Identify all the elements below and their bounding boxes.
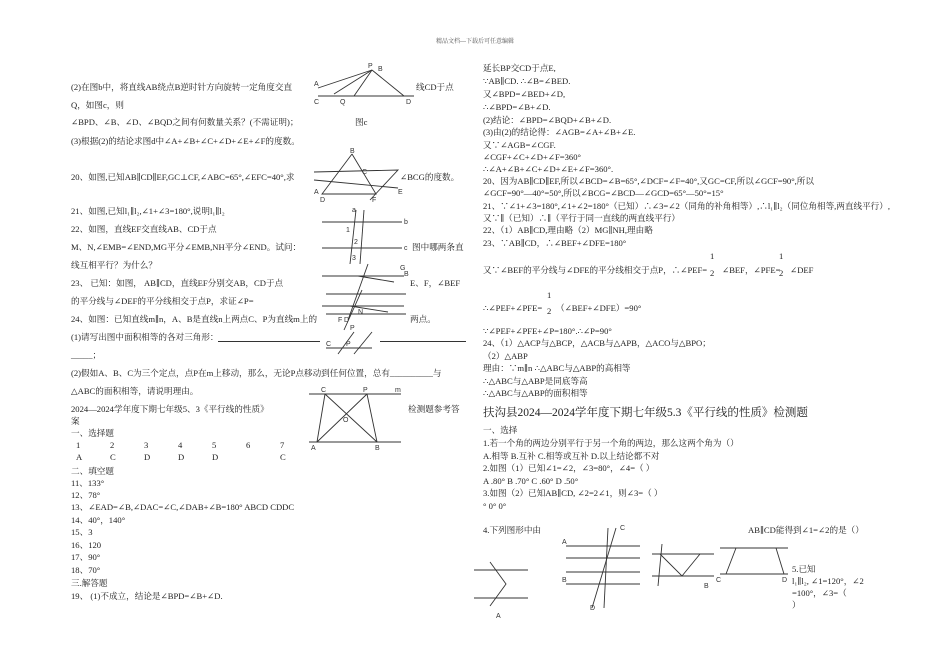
text-line: 21、如图,已知l₁∥l₂,∠1+∠3=180°,说明l₁∥l₂ — [71, 206, 225, 216]
text-line: 图中哪两条直 — [412, 242, 464, 252]
answer-number: 5 — [212, 440, 217, 450]
fig-label: A — [314, 189, 319, 196]
answer-line: 12、78° — [71, 490, 101, 500]
text-line: M、N,∠EMB=∠END,MG平分∠EMB,NH平分∠END。试问： — [71, 242, 302, 252]
fig-label: C — [716, 577, 722, 584]
question-1-options: A.相等 B.互补 C.相等或互补 D.以上结论都不对 — [483, 451, 660, 461]
text-line: _____； — [71, 350, 102, 360]
answer-letter: C — [110, 452, 116, 462]
text-line: (1)请写出图中面积相等的各对三角形： — [71, 332, 219, 342]
figure-q4-d — [716, 540, 792, 584]
fig-label: G — [400, 265, 406, 272]
text-line: (3)由(2)的结论得：∠AGB=∠A+∠B+∠E. — [483, 127, 636, 137]
question-3-options: ° 0° 0° — [483, 501, 507, 511]
fig-label: P — [350, 325, 355, 332]
figure-q4-c — [648, 540, 718, 592]
fig-label: A — [314, 81, 319, 88]
text-line: 23、 已知：如图， AB∥CD，直线EF分别交AB，CD于点 — [71, 278, 284, 288]
text-line: ∠BCG的度数。 — [400, 172, 460, 182]
answer-number: 2 — [110, 440, 115, 450]
text-line: E、F，∠BEF — [410, 278, 461, 288]
text-line: ∴△ABC与△ABP是同底等高 — [483, 376, 588, 386]
answer-letter: A — [76, 452, 83, 462]
fig-label: E — [398, 189, 403, 196]
text-line: 案 — [71, 416, 80, 426]
text-line: ∠DEF — [790, 265, 814, 275]
fig-label: b — [404, 219, 408, 226]
fig-label: F — [372, 197, 377, 204]
fraction-denominator: 2 — [779, 268, 784, 278]
answer-letter: D — [178, 452, 185, 462]
figure-q2 — [560, 522, 645, 612]
fig-label: P — [346, 341, 351, 348]
fraction-denominator: 2 — [710, 268, 715, 278]
text-line: ∵∠PEF+∠PFE+∠P=180°.∴∠P=90° — [483, 326, 612, 336]
section-heading: 三.解答题 — [71, 578, 108, 588]
fig-label: D — [782, 577, 788, 584]
text-line: ∠GCF=90°—40°=50°,所以∠BCG=∠BCD—∠GCD=65°—50°=15° — [483, 188, 724, 198]
question-4-cont: AB∥CD能得到∠1=∠2的是（） — [748, 525, 864, 535]
figure-caption: 图c — [355, 117, 368, 127]
answer-line: 16、120 — [71, 540, 102, 550]
section-heading: 一、选择题 — [71, 428, 114, 438]
section-heading: 一、选择 — [483, 425, 518, 435]
fig-label: P — [363, 387, 368, 394]
fig-label: A — [562, 539, 567, 546]
answer-letter: D — [212, 452, 219, 462]
figure-c — [310, 62, 420, 106]
text-line: 又∠BPD=∠BED+∠D, — [483, 89, 566, 99]
text-line: （∠BEF+∠DFE）=90° — [556, 303, 642, 313]
question-3: 3.如图（2）已知AB∥CD, ∠2=2∠1，则∠3=（ ） — [483, 488, 663, 498]
answer-number: 6 — [246, 440, 251, 450]
fig-label: D — [590, 605, 596, 612]
fig-label: A — [311, 445, 316, 452]
text-line: 22、（1）AB∥CD,理由略（2）MG∥NH,理由略 — [483, 225, 653, 235]
question-5-line: =100°，∠3=（ — [792, 588, 847, 598]
text-line: ∠CGF+∠C+∠D+∠F=360° — [483, 152, 581, 162]
figure-d — [310, 150, 410, 202]
fig-label: B — [704, 583, 709, 590]
text-line: ∴∠PEF+∠PFE= — [483, 303, 543, 313]
text-line: 21、∵∠1+∠3=180°,∠1+∠2=180°（已知）∴∠3=∠2（同角的补角相等）,∴l₁∥l₂（同位角相等,两直线平行）, — [483, 201, 891, 211]
text-line: 20、如图,已知AB∥CD∥EF,GC⊥CF,∠ABC=65°,∠EFC=40°,求 — [71, 172, 295, 182]
fig-label: F — [338, 317, 343, 324]
text-line: 又∵∠AGB=∠CGF. — [483, 140, 556, 150]
fig-label: C — [326, 341, 332, 348]
text-line: 理由：∵m∥n ∴△ABC与△ABP的高相等 — [483, 363, 631, 373]
answer-line: 17、90° — [71, 552, 101, 562]
text-line: ∠BEF，∠PFE= — [722, 265, 781, 275]
text-line: 23、∵AB∥CD，∴∠BEF+∠DFE=180° — [483, 238, 627, 248]
text-line: ∠BPD、∠B、∠D、∠BQD之间有何数量关系？(不需证明)； — [71, 117, 299, 127]
figure-23 — [322, 286, 408, 332]
fig-label: N — [358, 309, 364, 316]
text-line: ∴∠BPD=∠B+∠D. — [483, 102, 551, 112]
text-line: 又∵∥（已知）∴∥（平行于同一直线的两直线平行） — [483, 213, 681, 223]
text-line: (2)在图b中，将直线AB绕点B逆时针方向旋转一定角度交直 — [71, 82, 293, 92]
fig-label: B — [404, 271, 409, 278]
fig-label: C — [620, 525, 626, 532]
fig-label: 1 — [346, 227, 350, 234]
fig-label: m — [395, 387, 401, 394]
text-line: 20、因为AB∥CD∥EF,所以∠BCD=∠B=65°,∠DCF=∠F=40°,又GC=CF,所以∠GCF=90°,所以 — [483, 176, 814, 186]
fig-label: B — [378, 66, 383, 73]
text-line: (2)假如A、B、C为三个定点，点P在m上移动，那么，无论P点移动到任何位置，总有__________与 — [71, 368, 442, 378]
text-line: 22、如图，直线EF交直线AB、CD于点 — [71, 224, 217, 234]
question-2-options: A .80° B .70° C .60° D .50° — [483, 476, 579, 486]
text-line: （2）△ABP — [483, 351, 528, 361]
text-line: 24、如图：已知直线m∥n，A、B是直线n上两点C、P为直线m上的 — [71, 314, 318, 324]
text-line: 两点。 — [410, 314, 436, 324]
test-title: 扶沟县2024—2024学年度下期七年级5.3《平行线的性质》检测题 — [483, 407, 808, 419]
text-line: 24、（1）△ACP与△BCP，△ACB与△APB，△ACO与△BPO； — [483, 338, 711, 348]
fig-label: O — [343, 417, 349, 424]
answer-blank — [380, 341, 466, 342]
section-heading: 二、填空题 — [71, 466, 114, 476]
fig-label: a — [352, 207, 356, 214]
page-header: 精品文档---下载后可任意编辑 — [436, 39, 514, 45]
text-line: ∴∠A+∠B+∠C+∠D+∠E+∠F=360°. — [483, 164, 614, 174]
fig-label: P — [368, 63, 373, 70]
question-5: 5.已知 — [792, 564, 816, 574]
fig-label: A — [496, 613, 501, 620]
question-1: 1.若一个角的两边分别平行于另一个角的两边，那么这两个角为（） — [483, 438, 739, 448]
answer-number: 7 — [280, 440, 285, 450]
answer-line: 14、40°，140° — [71, 515, 126, 525]
answer-number: 1 — [76, 440, 81, 450]
text-line: (2)结论：∠BPD=∠BQD+∠B+∠D. — [483, 115, 612, 125]
fig-label: 3 — [352, 255, 356, 262]
text-line: ∴△ABC与△ABP的面积相等 — [483, 388, 588, 398]
fraction-numerator: 1 — [779, 251, 784, 261]
answer-line: 13、∠EAD=∠B,∠DAC=∠C,∠DAB+∠B=180° ABCD CDDC — [71, 502, 295, 512]
answer-number: 3 — [144, 440, 149, 450]
text-line: (3)根据(2)的结论求图d中∠A+∠B+∠C+∠D+∠E+∠F的度数。 — [71, 136, 300, 146]
fig-label: 2 — [354, 239, 358, 246]
fig-label: C — [362, 169, 368, 176]
question-5-line: l₁∥l₂, ∠1=120°，∠2 — [792, 576, 864, 586]
text-line: 线互相平行？为什么？ — [71, 260, 157, 270]
text-line: 又∵∠BEF的平分线与∠DFE的平分线相交于点P，∴∠PEF= — [483, 265, 708, 275]
fig-label: Q — [340, 99, 346, 106]
fig-label: C — [314, 99, 320, 106]
fig-label: D — [320, 197, 326, 204]
text-line: 2024—2024学年度下期七年级5、3《平行线的性质》 — [71, 404, 269, 414]
answer-blank — [218, 341, 320, 342]
question-5-line: ） — [792, 600, 801, 610]
answer-line: 11、133° — [71, 478, 105, 488]
figure-24-sketch — [324, 330, 374, 356]
text-line: 检测题参考答 — [408, 404, 460, 414]
question-4: 4.下列图形中由 — [483, 525, 542, 535]
fig-label: C — [321, 387, 327, 394]
fig-label: B — [562, 577, 567, 584]
answer-line: 18、70° — [71, 565, 101, 575]
fraction-denominator: 2 — [547, 306, 552, 316]
answer-number: 4 — [178, 440, 183, 450]
text-line: △ABC的面积相等，请说明理由。 — [71, 386, 199, 396]
answer-line: 19、 (1)不成立，结论是∠BPD=∠B+∠D. — [71, 591, 223, 601]
text-line: ∵AB∥CD. ∴∠B=∠BED. — [483, 76, 571, 86]
fig-label: D — [406, 99, 412, 106]
fig-label: B — [350, 148, 355, 155]
answer-letter: D — [144, 452, 151, 462]
answer-line: 15、3 — [71, 527, 93, 537]
fraction-numerator: 1 — [710, 251, 715, 261]
text-line: 线CD于点 — [416, 82, 454, 92]
text-line: 延长BP交CD于点E, — [483, 63, 556, 73]
answer-letter: C — [280, 452, 286, 462]
text-line: 的平分线与∠DEF的平分线相交于点P，求证∠P= — [71, 296, 254, 306]
fig-label: B — [375, 445, 380, 452]
figure-q4-a — [470, 560, 532, 622]
fraction-numerator: 1 — [547, 290, 552, 300]
question-2: 2.如图（1）已知∠1=∠2，∠3=80°，∠4=（ ） — [483, 463, 655, 473]
figure-24 — [305, 386, 405, 454]
fig-label: c — [404, 245, 408, 252]
text-line: Q，如图c，则 — [71, 100, 124, 110]
fig-label: D — [344, 317, 350, 324]
figure-21 — [318, 208, 408, 268]
